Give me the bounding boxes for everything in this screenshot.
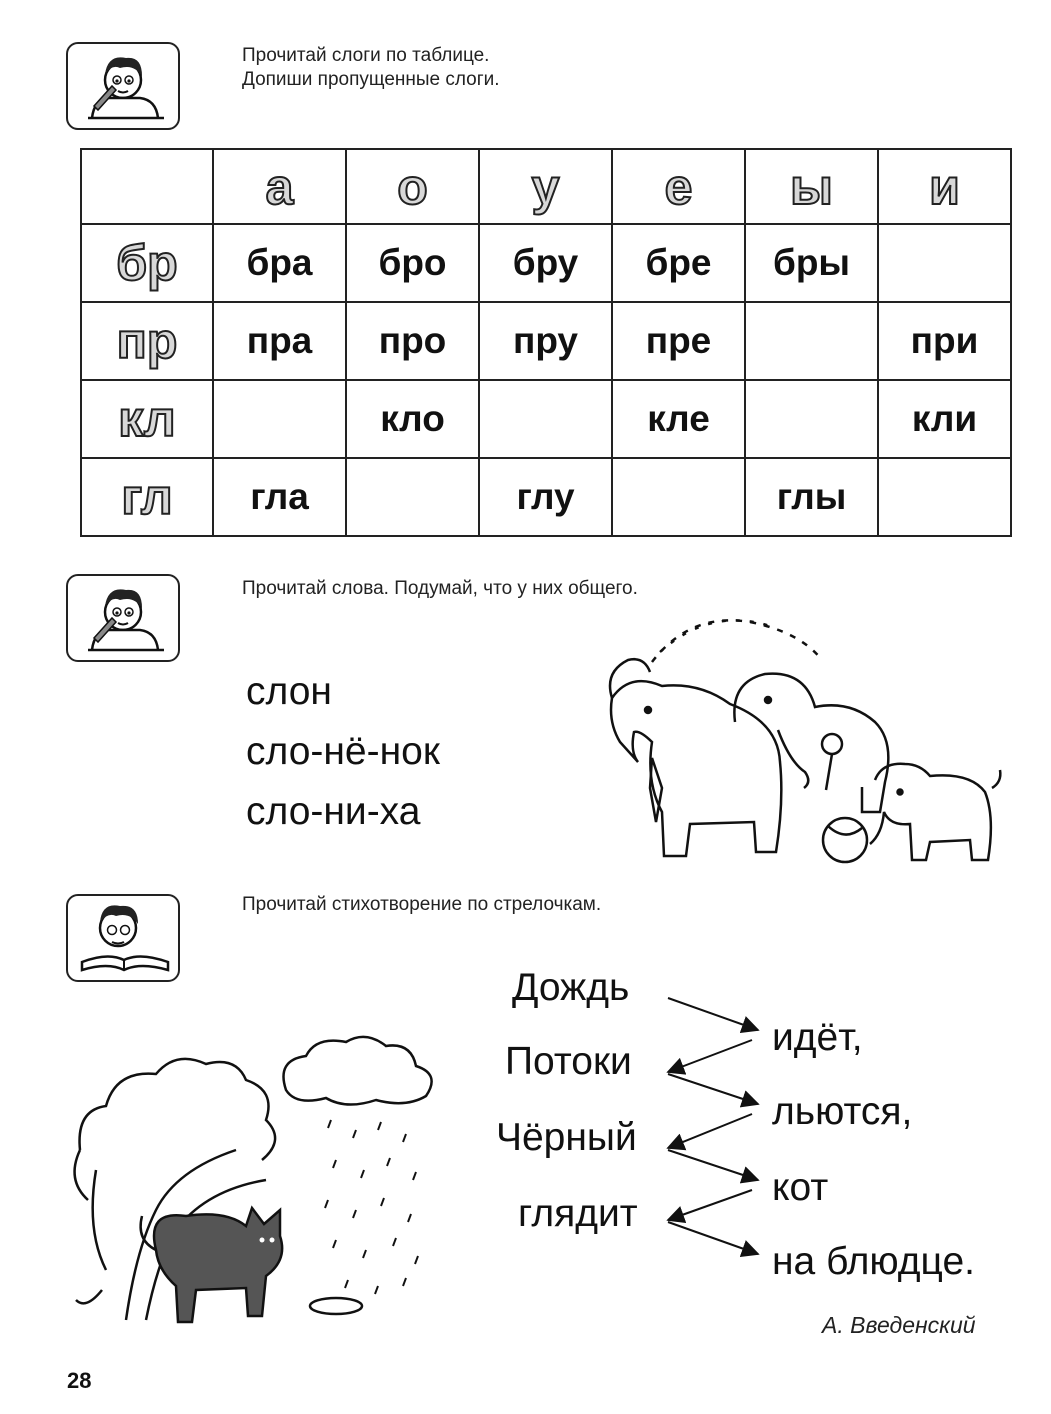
vowel-header: о <box>346 149 479 224</box>
arrow-icon <box>668 1040 752 1072</box>
arrow-icon <box>668 1222 758 1254</box>
cat-under-tree-in-rain-illustration <box>66 1030 486 1330</box>
poem-word-right: льются, <box>772 1090 913 1133</box>
onset-header: бр <box>81 224 213 302</box>
table-corner-cell <box>81 149 213 224</box>
table-row <box>81 458 1011 536</box>
syllable-cell <box>479 380 612 458</box>
page-number: 28 <box>67 1368 92 1393</box>
syllable-cell <box>878 458 1011 536</box>
poem-author: А. Введенский <box>822 1312 976 1338</box>
poem-word-right: кот <box>772 1166 829 1209</box>
word-item: слон <box>246 670 332 713</box>
syllable-table <box>80 148 1012 537</box>
syllable-cell: глы <box>745 458 878 536</box>
syllable-cell: бре <box>612 224 745 302</box>
poem-word-left: Дождь <box>512 966 630 1009</box>
poem-arrows <box>660 990 770 1260</box>
task2-instruction: Прочитай слова. Подумай, что у них общего. <box>242 578 638 599</box>
syllable-cell <box>878 224 1011 302</box>
arrow-icon <box>668 1190 752 1220</box>
syllable-cell: гла <box>213 458 346 536</box>
vowel-header: ы <box>745 149 878 224</box>
poem-word-left: Чёрный <box>496 1116 637 1159</box>
boy-reading-icon <box>66 894 180 982</box>
arrow-icon <box>668 998 758 1030</box>
syllable-cell <box>213 380 346 458</box>
task1-instruction-line1: Прочитай слоги по таблице. <box>242 45 490 66</box>
syllable-cell: пра <box>213 302 346 380</box>
poem-word-left: глядит <box>518 1192 638 1235</box>
task3-instruction: Прочитай стихотворение по стрелочкам. <box>242 894 602 915</box>
syllable-cell: пре <box>612 302 745 380</box>
syllable-cell <box>745 380 878 458</box>
task1-instruction-line2: Допиши пропущенные слоги. <box>242 69 500 90</box>
onset-header: кл <box>81 380 213 458</box>
syllable-cell: кли <box>878 380 1011 458</box>
vowel-header: е <box>612 149 745 224</box>
syllable-cell: при <box>878 302 1011 380</box>
syllable-cell: про <box>346 302 479 380</box>
syllable-cell <box>346 458 479 536</box>
syllable-cell: бру <box>479 224 612 302</box>
table-row <box>81 302 1011 380</box>
syllable-cell: бра <box>213 224 346 302</box>
syllable-cell: бры <box>745 224 878 302</box>
onset-header: гл <box>81 458 213 536</box>
syllable-cell: пру <box>479 302 612 380</box>
word-item: сло-нё-нок <box>246 730 440 773</box>
table-row <box>81 224 1011 302</box>
elephant-family-illustration <box>600 612 1010 872</box>
syllable-cell: глу <box>479 458 612 536</box>
boy-writing-icon <box>66 42 180 130</box>
onset-header: пр <box>81 302 213 380</box>
syllable-cell: кло <box>346 380 479 458</box>
vowel-header: у <box>479 149 612 224</box>
syllable-cell <box>745 302 878 380</box>
vowel-header: и <box>878 149 1011 224</box>
boy-writing-icon <box>66 574 180 662</box>
poem-word-left: Потоки <box>505 1040 632 1083</box>
table-header-row <box>81 149 1011 224</box>
arrow-icon <box>668 1150 758 1180</box>
word-item: сло-ни-ха <box>246 790 421 833</box>
syllable-cell: бро <box>346 224 479 302</box>
poem-word-right: на блюдце. <box>772 1240 975 1283</box>
table-row <box>81 380 1011 458</box>
arrow-icon <box>668 1074 758 1104</box>
vowel-header: а <box>213 149 346 224</box>
task1-instruction <box>242 44 500 92</box>
poem-word-right: идёт, <box>772 1016 863 1059</box>
arrow-icon <box>668 1114 752 1148</box>
syllable-cell <box>612 458 745 536</box>
syllable-cell: кле <box>612 380 745 458</box>
